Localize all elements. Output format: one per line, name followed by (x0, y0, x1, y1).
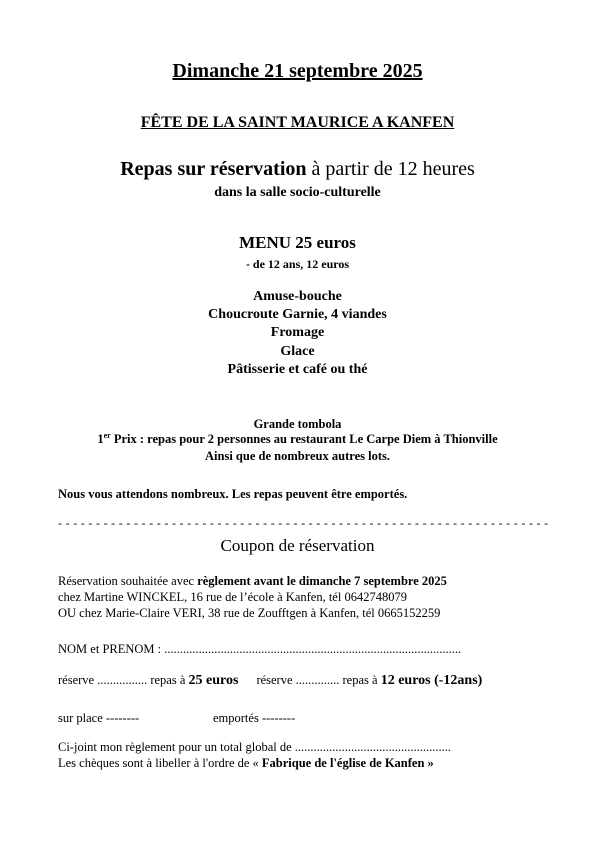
cheques-payee: Fabrique de l'église de Kanfen (261, 756, 425, 770)
menu-item: Pâtisserie et café ou thé (227, 362, 368, 377)
cheques-line (58, 756, 434, 771)
contact-winckel: chez Martine WINCKEL, 16 rue de l’école à Kanfen, tél 0642748079 (58, 590, 407, 604)
invite-text: Nous vous attendons nombreux. Les repas peuvent être emportés. (58, 487, 408, 501)
menu-item: Fromage (270, 325, 325, 340)
reserve-adult-label[interactable]: réserve ................ repas à (58, 673, 189, 687)
menu-title: MENU 25 euros (239, 233, 356, 252)
adult-price: 25 euros (188, 673, 239, 688)
event-date: Dimanche 21 septembre 2025 (172, 60, 423, 82)
repas-rest: à partir de 12 heures (306, 158, 475, 180)
menu-item: Amuse-bouche (253, 289, 342, 304)
sur-place-field[interactable]: sur place -------- (58, 711, 140, 725)
contact-veri: OU chez Marie-Claire VERI, 38 rue de Zoufftgen à Kanfen, tél 0665152259 (58, 606, 441, 620)
coupon-line-reservation (58, 574, 447, 589)
reserve-child-label[interactable]: réserve .............. repas à (256, 673, 381, 687)
menu-item: Glace (280, 344, 315, 359)
menu-child-price: - de 12 ans, 12 euros (245, 257, 350, 271)
event-title: FÊTE DE LA SAINT MAURICE A KANFEN (140, 114, 455, 131)
cheques-text: Les chèques sont à libeller à l'ordre de « (58, 756, 262, 770)
prize-number: 1 (97, 432, 104, 446)
tombola-prize (0, 432, 595, 447)
emportes-field[interactable]: emportés -------- (213, 711, 296, 725)
prize-suffix: er (103, 430, 111, 440)
tombola-title: Grande tombola (253, 417, 342, 431)
name-field[interactable]: NOM et PRENOM : ............................................................................................... (58, 642, 462, 656)
tombola-others: Ainsi que de nombreux autres lots. (205, 449, 390, 463)
reservation-text: Réservation souhaitée avec (58, 574, 198, 588)
repas-line (0, 158, 595, 181)
total-field[interactable]: Ci-joint mon règlement pour un total global de .................................................. (58, 740, 452, 754)
prize-text: Prix : repas pour 2 personnes au restaurant Le Carpe Diem à Thionville (110, 432, 498, 446)
cheques-close: » (424, 756, 434, 770)
coupon-title: Coupon de réservation (220, 536, 375, 555)
reservation-deadline: règlement avant le dimanche 7 septembre 2025 (197, 574, 447, 588)
cut-line: - - - - - - - - - - - - - - - - - - - - - - - - - - - - - - - - - - - - - - - - - - - - - - - - - - - - - - - - - - - - - - - - - (58, 516, 549, 530)
lieu: dans la salle socio-culturelle (214, 185, 381, 200)
reserve-line (58, 673, 482, 689)
repas-bold: Repas sur réservation (120, 158, 307, 180)
menu-item: Choucroute Garnie, 4 viandes (208, 307, 387, 322)
child-price: 12 euros (-12ans) (380, 673, 483, 688)
